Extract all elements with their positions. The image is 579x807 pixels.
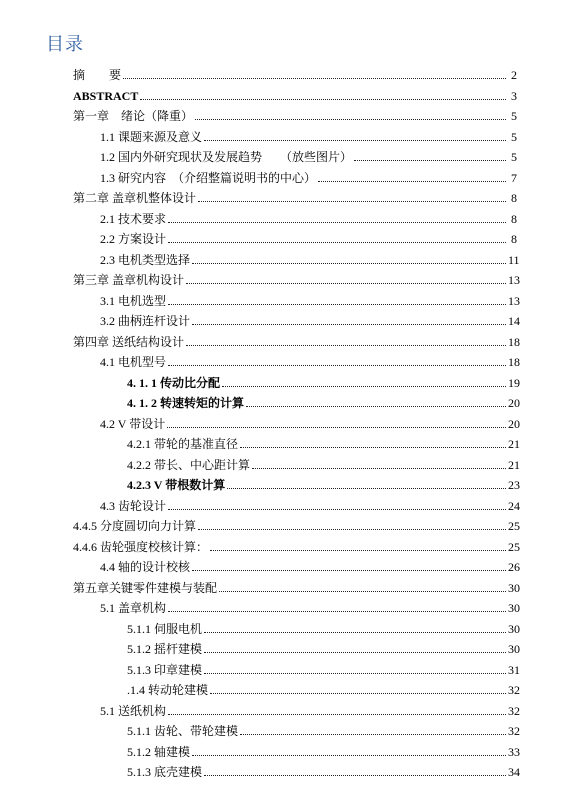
dot-leader (246, 406, 506, 407)
toc-entry-title: 4.2.1 带轮的基准直径 (127, 437, 239, 451)
toc-entry-title: 4.2.3 V 带根数计算 (127, 478, 226, 492)
dot-leader (168, 714, 506, 715)
toc-entry[interactable] (127, 681, 520, 697)
toc-entry[interactable] (73, 107, 517, 123)
toc-entry-title: 4. 1. 1 传动比分配 (127, 375, 221, 390)
toc-entry[interactable] (127, 374, 520, 390)
toc-entry-title: 5.1.3 底壳建模 (127, 765, 203, 779)
toc-entry-page: 32 (508, 703, 520, 718)
toc-entry-page: 5 (511, 109, 517, 123)
toc-entry[interactable] (73, 538, 520, 554)
toc-entry-page: 20 (508, 396, 520, 410)
toc-entry-title: 2.2 方案设计 (100, 232, 167, 246)
dot-leader (204, 652, 506, 653)
toc-entry-page: 34 (508, 765, 520, 779)
toc-entry[interactable] (127, 476, 520, 492)
dot-leader (168, 222, 506, 223)
toc-entry-title: 1.3 研究内容 （介绍整篇说明书的中心） (100, 170, 317, 185)
toc-entry-page: 19 (508, 375, 520, 390)
toc-entry[interactable] (127, 620, 520, 636)
toc-entry-page: 20 (508, 416, 520, 431)
dot-leader (219, 591, 506, 592)
toc-entry-title: 4.4 轴的设计校核 (100, 560, 191, 574)
toc-entry[interactable] (100, 497, 520, 513)
dot-leader (192, 570, 506, 571)
toc-entry-title: 4.3 齿轮设计 (100, 498, 167, 513)
toc-entry-title: 5.1.1 伺服电机 (127, 621, 203, 636)
dot-leader (168, 509, 506, 510)
toc-entry[interactable] (100, 353, 520, 369)
toc-entry-page: 13 (508, 293, 520, 308)
toc-entry[interactable] (73, 189, 517, 205)
toc-entry-page: 31 (508, 662, 520, 677)
dot-leader (123, 78, 506, 79)
toc-entry-title: 第四章 送纸结构设计 (73, 334, 185, 349)
toc-entry-page: 30 (508, 580, 520, 595)
toc-entry[interactable] (100, 312, 520, 328)
toc-entry[interactable] (100, 128, 517, 144)
dot-leader (167, 427, 506, 428)
dot-leader (318, 181, 506, 182)
toc-entry-title: 5.1 盖章机构 (100, 601, 167, 615)
toc-entry-title: 第一章 绪论（降重） (73, 109, 194, 123)
dot-leader (252, 468, 506, 469)
toc-entry[interactable] (100, 169, 517, 185)
dot-leader (168, 242, 506, 243)
toc-entry[interactable] (100, 558, 520, 574)
dot-leader (168, 304, 506, 305)
toc-entry-title: 5.1 送纸机构 (100, 703, 167, 718)
toc-entry-title: 摘 要 (73, 68, 122, 82)
toc-entry[interactable] (73, 271, 520, 287)
toc-entry-page: 25 (508, 539, 520, 554)
toc-entry-title: 第三章 盖章机构设计 (73, 273, 185, 287)
dot-leader (210, 550, 506, 551)
toc-entry[interactable] (127, 661, 520, 677)
toc-entry-page: 30 (508, 642, 520, 656)
toc-entry-title: 第五章关键零件建模与装配 (73, 580, 218, 595)
toc-entry-page: 30 (508, 601, 520, 615)
dot-leader (186, 283, 506, 284)
toc-entry[interactable] (100, 292, 520, 308)
toc-entry[interactable] (73, 87, 517, 103)
toc-entry-title: 第二章 盖章机整体设计 (73, 191, 197, 205)
toc-entry-page: 2 (511, 68, 517, 82)
dot-leader (168, 365, 506, 366)
toc-entry-title: .1.4 转动轮建模 (127, 683, 209, 697)
toc-entry-page: 18 (508, 355, 520, 369)
toc-entry-title: 5.1.1 齿轮、带轮建模 (127, 724, 239, 738)
toc-entry[interactable] (73, 66, 517, 82)
toc-entry-page: 18 (508, 334, 520, 349)
toc-entry-page: 23 (508, 478, 520, 492)
dot-leader (227, 488, 506, 489)
dot-leader (140, 99, 506, 100)
toc-entry-page: 14 (508, 314, 520, 328)
dot-leader (198, 529, 506, 530)
toc-entry[interactable] (127, 435, 520, 451)
toc-entry[interactable] (127, 763, 520, 779)
toc-entry-title: 4.2 V 带设计 (100, 416, 166, 431)
toc-entry-page: 11 (508, 252, 520, 267)
toc-entry-title: 2.3 电机类型选择 (100, 252, 191, 267)
toc-entry-page: 7 (511, 170, 517, 185)
toc-entry[interactable] (100, 148, 517, 164)
toc-entry-page: 32 (508, 724, 520, 738)
toc-entry-page: 8 (511, 211, 517, 226)
dot-leader (222, 386, 506, 387)
toc-entry-title: ABSTRACT (73, 88, 139, 103)
toc-entry-page: 26 (508, 560, 520, 574)
toc-entry[interactable] (100, 251, 520, 267)
toc-entry-title: 4. 1. 2 转速转矩的计算 (127, 396, 245, 410)
toc-entry[interactable] (73, 333, 520, 349)
toc-entry-title: 1.1 课题来源及意义 (100, 129, 203, 144)
toc-entry-page: 8 (511, 191, 517, 205)
toc-entry-title: 5.1.2 轴建模 (127, 744, 191, 759)
toc-entry-title: 4.4.5 分度圆切向力计算 (73, 519, 197, 533)
toc-entry[interactable] (100, 599, 520, 615)
dot-leader (204, 140, 506, 141)
toc-entry[interactable] (127, 640, 520, 656)
toc-entry-page: 5 (511, 150, 517, 164)
toc-entry[interactable] (100, 210, 517, 226)
toc-entry-page: 30 (508, 621, 520, 636)
dot-leader (195, 119, 506, 120)
toc-entry-page: 3 (511, 88, 517, 103)
dot-leader (210, 693, 506, 694)
toc-entry-page: 32 (508, 683, 520, 697)
toc-entry-page: 5 (511, 129, 517, 144)
toc-entry[interactable] (127, 722, 520, 738)
dot-leader (204, 775, 506, 776)
dot-leader (354, 160, 506, 161)
toc-entry[interactable] (100, 230, 517, 246)
dot-leader (204, 632, 506, 633)
toc-entry-page: 24 (508, 498, 520, 513)
dot-leader (240, 734, 506, 735)
toc-entry-title: 2.1 技术要求 (100, 211, 167, 226)
toc-entry[interactable] (73, 517, 520, 533)
dot-leader (192, 755, 506, 756)
toc-entry-page: 21 (508, 457, 520, 472)
toc-title: 目录 (46, 34, 84, 55)
toc-entry[interactable] (127, 394, 520, 410)
toc-entry-title: 5.1.2 摇杆建模 (127, 642, 203, 656)
toc-entry-title: 1.2 国内外研究现状及发展趋势 （放些图片） (100, 150, 353, 164)
dot-leader (240, 447, 506, 448)
dot-leader (192, 263, 506, 264)
toc-entry-title: 4.4.6 齿轮强度校核计算： (73, 539, 209, 554)
toc-entry[interactable] (100, 702, 520, 718)
toc-entry-page: 13 (508, 273, 520, 287)
dot-leader (192, 324, 506, 325)
toc-entry-page: 21 (508, 437, 520, 451)
dot-leader (204, 673, 506, 674)
dot-leader (168, 611, 506, 612)
toc-entry[interactable] (127, 456, 520, 472)
dot-leader (198, 201, 506, 202)
toc-entry-title: 4.1 电机型号 (100, 355, 167, 369)
toc-entry-title: 5.1.3 印章建模 (127, 662, 203, 677)
toc-entry-page: 8 (511, 232, 517, 246)
toc-entry[interactable] (127, 743, 520, 759)
toc-entry[interactable] (73, 579, 520, 595)
toc-entry-title: 3.2 曲柄连杆设计 (100, 314, 191, 328)
dot-leader (186, 345, 506, 346)
toc-entry-page: 33 (508, 744, 520, 759)
toc-entry-title: 4.2.2 带长、中心距计算 (127, 457, 251, 472)
toc-entry-page: 25 (508, 519, 520, 533)
toc-entry-title: 3.1 电机选型 (100, 293, 167, 308)
toc-entry[interactable] (100, 415, 520, 431)
